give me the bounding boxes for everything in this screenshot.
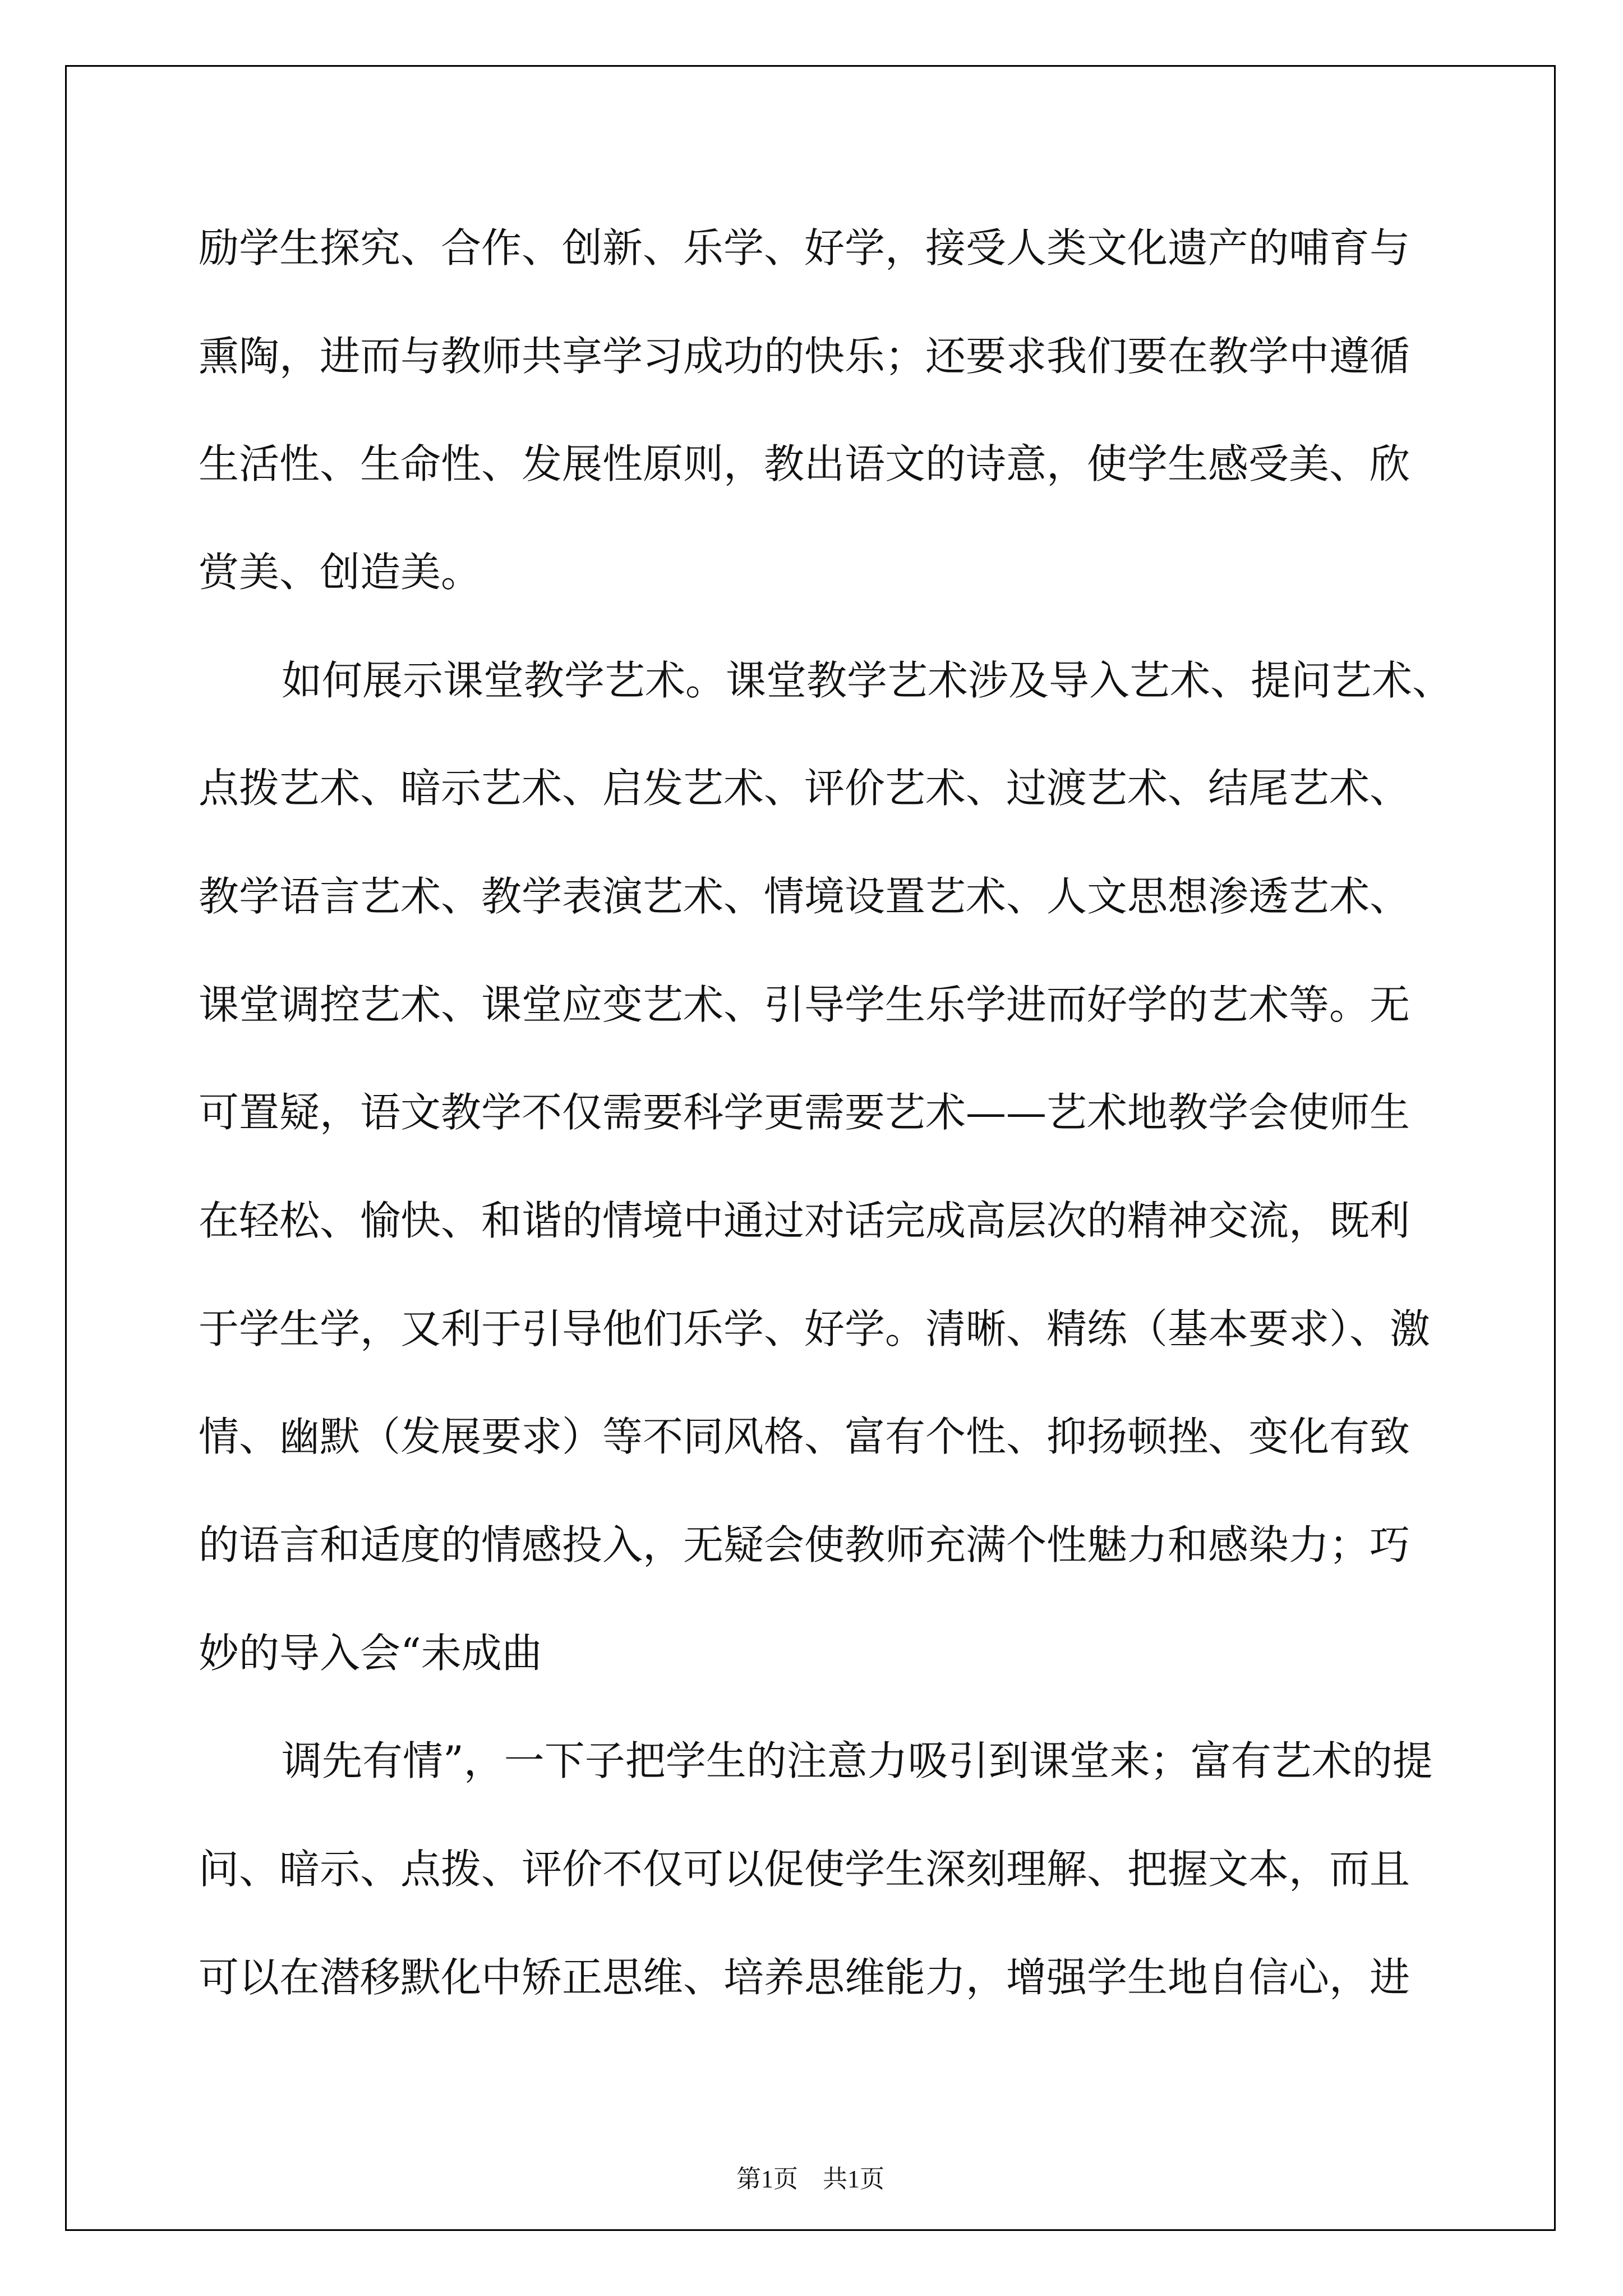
text-line-16: 问、暗示、点拨、评价不仅可以促使学生深刻理解、把握文本，而且	[199, 1846, 1410, 1893]
text-line-10: 在轻松、愉快、和谐的情境中通过对话完成高层次的精神交流，既利	[199, 1197, 1410, 1244]
text-line-13: 的语言和适度的情感投入，无疑会使教师充满个性魅力和感染力；巧	[199, 1521, 1410, 1568]
text-line-15: 调先有情”，一下子把学生的注意力吸引到课堂来；富有艺术的提	[282, 1737, 1433, 1784]
text-line-1: 励学生探究、合作、创新、乐学、好学，接受人类文化遗产的哺育与	[199, 224, 1410, 272]
text-line-6: 点拨艺术、暗示艺术、启发艺术、评价艺术、过渡艺术、结尾艺术、	[199, 765, 1410, 812]
text-line-3: 生活性、生命性、发展性原则，教出语文的诗意，使学生感受美、欣	[199, 440, 1410, 487]
page-footer: 第1页 共1页	[736, 2165, 884, 2193]
text-line-7: 教学语言艺术、教学表演艺术、情境设置艺术、人文思想渗透艺术、	[199, 873, 1410, 920]
text-line-11: 于学生学，又利于引导他们乐学、好学。清晰、精练（基本要求）、激	[199, 1305, 1431, 1352]
text-line-12: 情、幽默（发展要求）等不同风格、富有个性、抑扬顿挫、变化有致	[199, 1413, 1410, 1460]
text-line-4: 赏美、创造美。	[199, 549, 482, 596]
text-line-8: 课堂调控艺术、课堂应变艺术、引导学生乐学进而好学的艺术等。无	[199, 981, 1410, 1028]
page-border	[65, 65, 1556, 2231]
text-line-9: 可置疑，语文教学不仅需要科学更需要艺术——艺术地教学会使师生	[199, 1089, 1410, 1136]
text-line-2: 熏陶，进而与教师共享学习成功的快乐；还要求我们要在教学中遵循	[199, 333, 1410, 380]
text-line-17: 可以在潜移默化中矫正思维、培养思维能力，增强学生地自信心，进	[199, 1954, 1410, 2001]
text-line-5: 如何展示课堂教学艺术。课堂教学艺术涉及导入艺术、提问艺术、	[282, 657, 1453, 704]
text-line-14: 妙的导入会“未成曲	[199, 1630, 542, 1677]
